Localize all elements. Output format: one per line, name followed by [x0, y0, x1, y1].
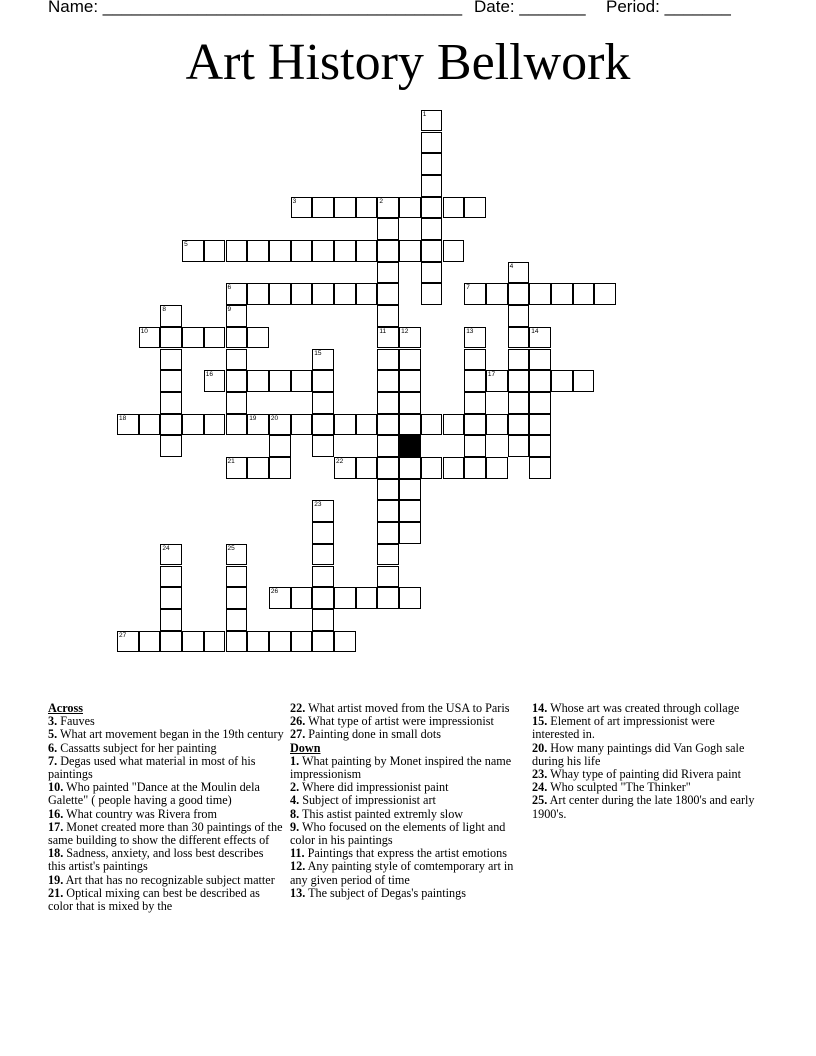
crossword-cell[interactable] — [421, 414, 443, 436]
crossword-cell[interactable] — [312, 566, 334, 588]
crossword-cell[interactable] — [226, 566, 248, 588]
clues-column-2 — [290, 702, 520, 900]
clue-number: 12 — [401, 327, 409, 335]
clue-number-label: 10. — [48, 780, 64, 795]
down-clue — [290, 887, 520, 900]
crossword-cell[interactable] — [226, 414, 248, 436]
crossword-cell[interactable] — [312, 631, 334, 653]
crossword-cell[interactable] — [508, 370, 530, 392]
crossword-cell[interactable] — [508, 327, 530, 349]
clue-number: 1 — [422, 110, 427, 118]
crossword-cell[interactable] — [377, 349, 399, 371]
crossword-cell[interactable] — [182, 414, 204, 436]
crossword-cell[interactable] — [508, 414, 530, 436]
crossword-cell[interactable] — [160, 609, 182, 631]
clue-number: 18 — [119, 414, 127, 422]
crossword-cell[interactable] — [269, 414, 291, 436]
clue-text: Any painting style of comtemporary art in any given period of time — [290, 859, 514, 887]
clue-text: Painting done in small dots — [308, 727, 441, 742]
crossword-cell[interactable] — [399, 197, 421, 219]
crossword-cell[interactable] — [226, 327, 248, 349]
crossword-cell[interactable] — [269, 283, 291, 305]
crossword-cell[interactable] — [486, 457, 508, 479]
crossword-cell[interactable] — [421, 283, 443, 305]
clue-number-label: 22. — [290, 701, 306, 715]
clue-number-label: 18. — [48, 846, 64, 861]
clue-text: Element of art impressionist were interested in. — [532, 714, 715, 742]
clue-number-label: 14. — [532, 701, 548, 715]
clue-number: 20 — [270, 414, 279, 422]
crossword-cell[interactable] — [377, 370, 399, 392]
clue-text: Who painted "Dance at the Moulin dela Galette" ( people having a good time) — [48, 780, 260, 808]
crossword-cell[interactable] — [226, 305, 248, 327]
clue-text: Degas used what material in most of his paintings — [48, 753, 256, 782]
crossword-cell[interactable] — [291, 587, 313, 609]
crossword-cell[interactable] — [312, 587, 334, 609]
crossword-cell[interactable] — [377, 479, 399, 501]
clue-text: Subject of impressionist art — [302, 793, 436, 808]
crossword-cell[interactable] — [377, 435, 399, 457]
clue-text: Monet created more than 30 paintings of the same building to show the different effects of — [48, 819, 283, 848]
clue-number-label: 16. — [48, 806, 64, 821]
crossword-cell[interactable] — [399, 240, 421, 262]
crossword-cell[interactable] — [247, 370, 269, 392]
down-heading: Down — [290, 740, 321, 755]
clue-number: 11 — [379, 327, 387, 335]
crossword-cell[interactable] — [421, 218, 443, 240]
clue-text: Cassatts subject for her painting — [60, 740, 217, 755]
clue-number: 4 — [509, 262, 514, 270]
crossword-cell[interactable] — [182, 631, 204, 653]
clue-number: 17 — [487, 371, 496, 379]
crossword-cell[interactable] — [226, 544, 248, 566]
clue-number-label: 1. — [290, 753, 300, 768]
across-clue — [48, 821, 284, 847]
crossword-cell[interactable] — [226, 283, 248, 305]
crossword-cell[interactable] — [464, 414, 486, 436]
crossword-cell[interactable] — [204, 370, 226, 392]
page-title: Art History Bellwork — [185, 34, 631, 91]
clue-number-label: 7. — [48, 753, 58, 768]
clue-text: Fauves — [60, 714, 95, 729]
crossword-cell[interactable] — [421, 175, 443, 197]
crossword-cell[interactable] — [269, 457, 291, 479]
crossword-cell[interactable] — [356, 240, 378, 262]
clue-text: Art center during the late 1800's and early 1900's. — [532, 793, 755, 821]
crossword-cell[interactable] — [139, 631, 161, 653]
crossword-cell[interactable] — [247, 457, 269, 479]
crossword-cell[interactable] — [464, 327, 486, 349]
crossword-cell[interactable] — [399, 392, 421, 414]
crossword-cell[interactable] — [594, 283, 616, 305]
crossword-cell[interactable] — [226, 457, 248, 479]
clue-number: 8 — [162, 306, 167, 314]
clue-number-label: 13. — [290, 885, 306, 900]
crossword-cell[interactable] — [291, 631, 313, 653]
clue-number-label: 23. — [532, 767, 548, 782]
clue-text: Paintings that express the artist emotions — [307, 846, 507, 861]
clue-number: 13 — [466, 327, 474, 335]
crossword-cell[interactable] — [160, 370, 182, 392]
crossword-cell[interactable] — [312, 197, 334, 219]
crossword-cell[interactable] — [269, 435, 291, 457]
crossword-cell[interactable] — [573, 370, 595, 392]
crossword-cell[interactable] — [377, 327, 399, 349]
down-clue — [290, 755, 520, 781]
down-clue — [532, 794, 764, 820]
crossword-cell[interactable] — [377, 457, 399, 479]
crossword-cell[interactable] — [139, 327, 161, 349]
crossword-cell[interactable] — [247, 240, 269, 262]
crossword-cell[interactable] — [291, 370, 313, 392]
crossword-cell[interactable] — [421, 110, 443, 132]
crossword-cell[interactable] — [508, 283, 530, 305]
clue-number-label: 11. — [290, 846, 305, 861]
crossword-cell[interactable] — [269, 240, 291, 262]
crossword-cell[interactable] — [421, 132, 443, 154]
crossword-cell[interactable] — [529, 414, 551, 436]
date-field-label: Date: _______ — [474, 0, 586, 16]
crossword-cell[interactable] — [551, 283, 573, 305]
crossword-cell[interactable] — [334, 631, 356, 653]
clue-text: Whose art was created through collage — [550, 701, 740, 715]
clue-number-label: 6. — [48, 740, 58, 755]
crossword-cell[interactable] — [139, 414, 161, 436]
crossword-cell[interactable] — [464, 370, 486, 392]
across-clue — [48, 755, 284, 781]
crossword-cell[interactable] — [421, 262, 443, 284]
clue-number: 19 — [249, 414, 257, 422]
crossword-cell[interactable] — [443, 457, 465, 479]
clue-number-label: 4. — [290, 793, 300, 808]
crossword-cell[interactable] — [464, 435, 486, 457]
crossword-cell[interactable] — [399, 500, 421, 522]
crossword-cell[interactable] — [443, 197, 465, 219]
crossword-cell[interactable] — [551, 370, 573, 392]
crossword-cell[interactable] — [377, 392, 399, 414]
crossword-cell[interactable] — [226, 240, 248, 262]
clue-number-label: 12. — [290, 859, 306, 874]
crossword-cell[interactable] — [399, 587, 421, 609]
crossword-cell[interactable] — [529, 457, 551, 479]
crossword-cell[interactable] — [312, 609, 334, 631]
crossword-cell[interactable] — [464, 283, 486, 305]
clue-number: 16 — [205, 371, 214, 379]
crossword-cell[interactable] — [247, 631, 269, 653]
crossword-cell[interactable] — [529, 349, 551, 371]
crossword-cell[interactable] — [529, 435, 551, 457]
crossword-cell[interactable] — [443, 414, 465, 436]
clue-text: This astist painted extremly slow — [301, 806, 464, 821]
crossword-cell[interactable] — [247, 414, 269, 436]
clue-number: 15 — [314, 349, 322, 357]
across-clue — [48, 781, 284, 807]
crossword-cell[interactable] — [443, 240, 465, 262]
across-clue — [290, 728, 520, 741]
crossword-cell[interactable] — [247, 327, 269, 349]
clue-number-label: 9. — [290, 819, 300, 834]
crossword-cell[interactable] — [529, 283, 551, 305]
crossword-cell[interactable] — [160, 631, 182, 653]
crossword-cell[interactable] — [334, 240, 356, 262]
clues-column-1 — [48, 702, 284, 913]
clue-text: What type of artist were impressionist — [308, 714, 494, 729]
across-clue — [48, 847, 284, 873]
clue-number: 7 — [466, 284, 470, 292]
clue-number-label: 20. — [532, 740, 548, 755]
crossword-block — [399, 435, 421, 457]
crossword-cell[interactable] — [421, 240, 443, 262]
clue-number: 26 — [270, 588, 279, 596]
crossword-cell[interactable] — [204, 414, 226, 436]
crossword-cell[interactable] — [421, 197, 443, 219]
crossword-cell[interactable] — [356, 587, 378, 609]
crossword-cell[interactable] — [117, 631, 139, 653]
crossword-cell[interactable] — [377, 566, 399, 588]
crossword-cell[interactable] — [529, 327, 551, 349]
crossword-cell[interactable] — [291, 197, 313, 219]
clue-number-label: 2. — [290, 780, 300, 795]
crossword-cell[interactable] — [160, 435, 182, 457]
clue-number: 9 — [227, 306, 232, 314]
crossword-cell[interactable] — [291, 414, 313, 436]
crossword-cell[interactable] — [377, 305, 399, 327]
crossword-cell[interactable] — [399, 327, 421, 349]
crossword-cell[interactable] — [377, 218, 399, 240]
crossword-cell[interactable] — [356, 414, 378, 436]
crossword-cell[interactable] — [312, 370, 334, 392]
clue-number-label: 5. — [48, 727, 58, 742]
clue-number-label: 8. — [290, 806, 300, 821]
crossword-cell[interactable] — [334, 587, 356, 609]
clue-number: 2 — [379, 197, 384, 205]
crossword-cell[interactable] — [399, 457, 421, 479]
crossword-cell[interactable] — [160, 305, 182, 327]
crossword-cell[interactable] — [226, 631, 248, 653]
name-field-label: Name: ______________________________________ — [48, 0, 463, 16]
crossword-cell[interactable] — [399, 349, 421, 371]
clue-number-label: 27. — [290, 727, 306, 742]
clue-number: 10 — [140, 327, 148, 335]
crossword-cell[interactable] — [269, 370, 291, 392]
clue-number-label: 3. — [48, 714, 58, 729]
clue-number: 27 — [119, 631, 127, 639]
down-clue — [290, 860, 520, 886]
crossword-cell[interactable] — [334, 197, 356, 219]
crossword-cell[interactable] — [226, 392, 248, 414]
crossword-cell[interactable] — [508, 435, 530, 457]
crossword-cell[interactable] — [117, 414, 139, 436]
down-clue — [532, 742, 764, 768]
clue-text: Optical mixing can best be described as color that is mixed by the — [48, 885, 260, 914]
crossword-cell[interactable] — [291, 283, 313, 305]
crossword-cell[interactable] — [377, 414, 399, 436]
clue-number-label: 26. — [290, 714, 306, 729]
crossword-cell[interactable] — [160, 392, 182, 414]
clue-number: 21 — [227, 458, 235, 465]
crossword-cell[interactable] — [464, 392, 486, 414]
crossword-cell[interactable] — [377, 522, 399, 544]
clue-number: 22 — [336, 458, 344, 465]
clue-number: 6 — [227, 284, 232, 292]
crossword-cell[interactable] — [204, 631, 226, 653]
crossword-cell[interactable] — [312, 283, 334, 305]
crossword-cell[interactable] — [160, 544, 182, 566]
crossword-cell[interactable] — [486, 414, 508, 436]
crossword-cell[interactable] — [421, 153, 443, 175]
crossword-cell[interactable] — [160, 349, 182, 371]
crossword-cell[interactable] — [160, 566, 182, 588]
down-clue — [290, 821, 520, 847]
clue-text: How many paintings did Van Gogh sale during his life — [532, 740, 745, 768]
down-clue — [532, 715, 764, 741]
crossword-cell[interactable] — [377, 197, 399, 219]
across-clue — [48, 887, 284, 913]
period-field-label: Period: _______ — [606, 0, 731, 16]
crossword-cell[interactable] — [377, 587, 399, 609]
crossword-cell[interactable] — [399, 479, 421, 501]
crossword-cell[interactable] — [312, 349, 334, 371]
crossword-cell[interactable] — [226, 370, 248, 392]
crossword-cell[interactable] — [573, 283, 595, 305]
crossword-cell[interactable] — [399, 522, 421, 544]
clue-text: Sadness, anxiety, and loss best describes this artist's paintings — [48, 846, 264, 874]
crossword-cell[interactable] — [312, 240, 334, 262]
clue-number: 3 — [292, 197, 297, 205]
crossword-cell[interactable] — [377, 262, 399, 284]
clue-text: What artist moved from the USA to Paris — [308, 701, 510, 715]
across-heading: Across — [48, 701, 83, 715]
crossword-cell[interactable] — [291, 240, 313, 262]
crossword-cell[interactable] — [464, 197, 486, 219]
crossword-cell[interactable] — [312, 435, 334, 457]
crossword-cell[interactable] — [182, 240, 204, 262]
clue-number: 25 — [227, 544, 235, 552]
crossword-cell[interactable] — [334, 414, 356, 436]
crossword-cell[interactable] — [356, 283, 378, 305]
crossword-cell[interactable] — [529, 392, 551, 414]
crossword-cell[interactable] — [160, 587, 182, 609]
clue-number: 24 — [162, 544, 170, 552]
crossword-cell[interactable] — [508, 305, 530, 327]
crossword-cell[interactable] — [399, 414, 421, 436]
clue-number-label: 15. — [532, 714, 548, 729]
clue-text: What country was Rivera from — [66, 806, 218, 821]
crossword-cell[interactable] — [312, 544, 334, 566]
crossword-cell[interactable] — [312, 414, 334, 436]
crossword-cell[interactable] — [508, 392, 530, 414]
crossword-cell[interactable] — [356, 197, 378, 219]
clue-number: 5 — [184, 241, 188, 248]
crossword-cell[interactable] — [312, 522, 334, 544]
crossword-cell[interactable] — [529, 370, 551, 392]
clue-text: What painting by Monet inspired the name impressionism — [290, 753, 512, 782]
crossword-cell[interactable] — [247, 283, 269, 305]
clue-text: Whay type of painting did Rivera paint — [550, 767, 741, 782]
crossword-cell[interactable] — [226, 587, 248, 609]
crossword-cell[interactable] — [464, 457, 486, 479]
crossword-cell[interactable] — [226, 349, 248, 371]
crossword-cell[interactable] — [312, 392, 334, 414]
crossword-cell[interactable] — [377, 240, 399, 262]
crossword-cell[interactable] — [356, 457, 378, 479]
crossword-cell[interactable] — [399, 370, 421, 392]
crossword-cell[interactable] — [269, 631, 291, 653]
clue-number: 23 — [314, 501, 322, 509]
crossword-cell[interactable] — [269, 587, 291, 609]
clue-text: What art movement began in the 19th century — [59, 727, 284, 742]
crossword-cell[interactable] — [508, 262, 530, 284]
crossword-cell[interactable] — [464, 349, 486, 371]
crossword-cell[interactable] — [312, 500, 334, 522]
crossword-cell[interactable] — [486, 370, 508, 392]
clue-number-label: 17. — [48, 819, 64, 834]
clue-number-label: 24. — [532, 780, 548, 795]
clue-text: Where did impressionist paint — [301, 780, 449, 795]
crossword-cell[interactable] — [204, 327, 226, 349]
clue-text: Who focused on the elements of light and color in his paintings — [290, 819, 506, 848]
clue-number-label: 21. — [48, 885, 64, 900]
crossword-cell[interactable] — [204, 240, 226, 262]
crossword-cell[interactable] — [377, 283, 399, 305]
clue-text: The subject of Degas's paintings — [308, 885, 466, 900]
clue-number-label: 25. — [532, 793, 548, 808]
clues-column-3 — [532, 702, 764, 821]
crossword-cell[interactable] — [160, 327, 182, 349]
crossword-cell[interactable] — [160, 414, 182, 436]
crossword-cell[interactable] — [486, 283, 508, 305]
crossword-cell[interactable] — [377, 544, 399, 566]
crossword-cell[interactable] — [508, 349, 530, 371]
crossword-cell[interactable] — [421, 457, 443, 479]
clue-number: 14 — [531, 327, 539, 335]
clue-number-label: 19. — [48, 872, 64, 887]
clue-text: Art that has no recognizable subject matter — [65, 872, 275, 887]
crossword-cell[interactable] — [182, 327, 204, 349]
crossword-cell[interactable] — [377, 500, 399, 522]
crossword-cell[interactable] — [334, 457, 356, 479]
clue-text: Who sculpted "The Thinker" — [550, 780, 691, 795]
crossword-cell[interactable] — [226, 609, 248, 631]
crossword-cell[interactable] — [334, 283, 356, 305]
